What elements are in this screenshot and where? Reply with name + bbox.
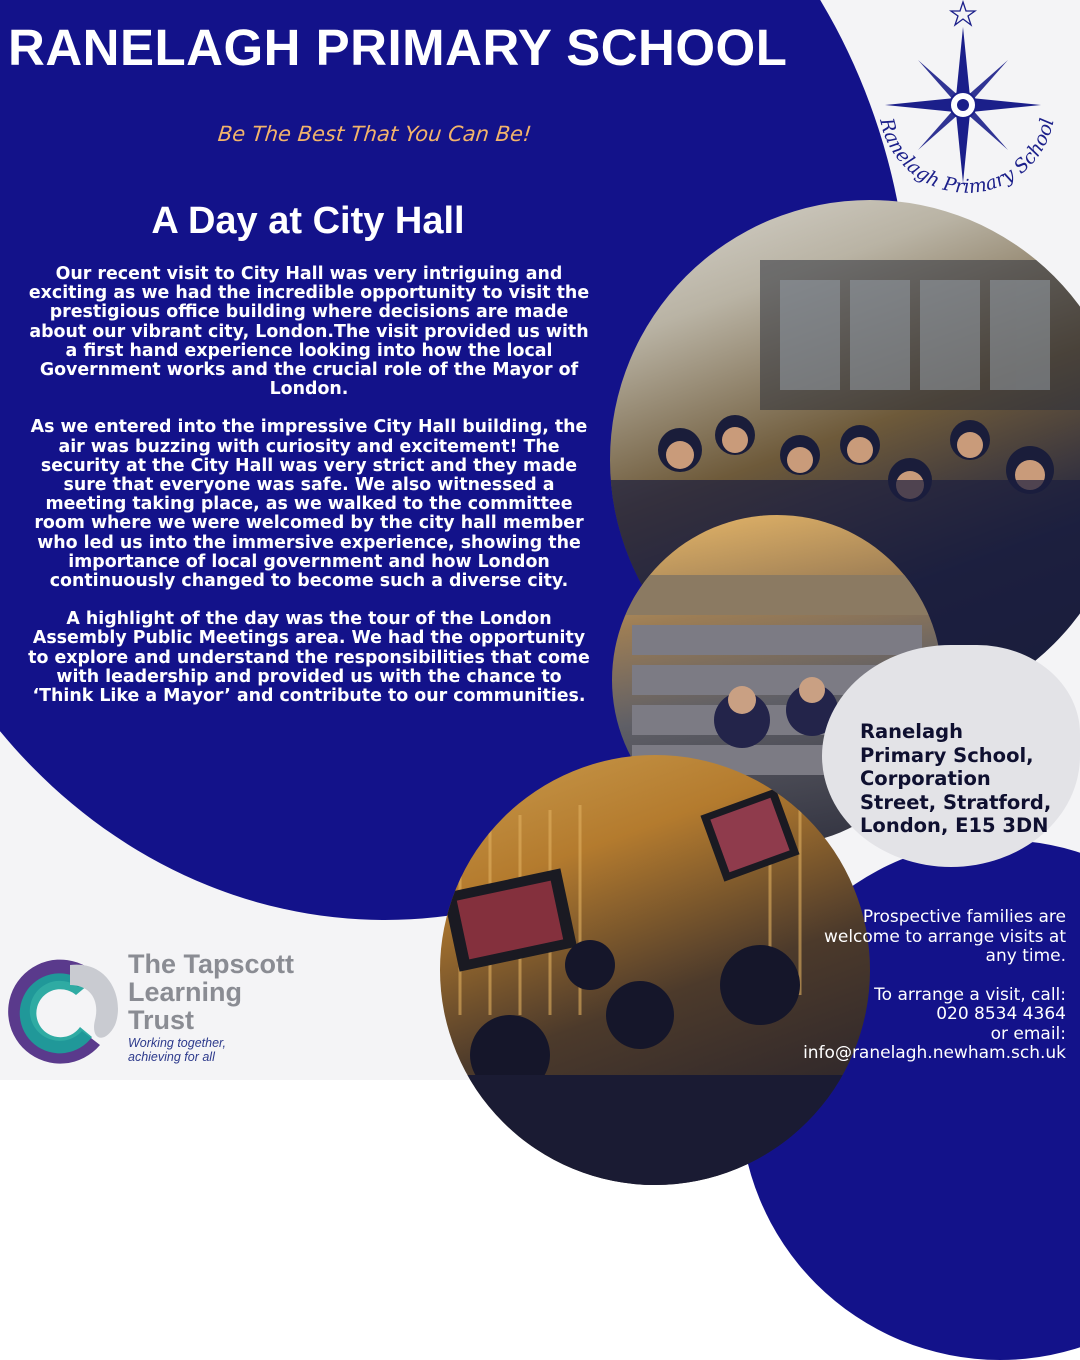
trust-name-line: Learning [128, 977, 243, 1007]
article-paragraph-1: Our recent visit to City Hall was very intriguing and exciting as we had the incredible opportunity to visit the prestigious office building where decisions are made about our vibrant city, London.The visit provided us with a first hand experience looking into how the local Government works and the crucial role of the Mayor of London. [28, 264, 590, 400]
address-line: Primary School, [860, 743, 1034, 767]
contact-line: or email: [990, 1023, 1066, 1044]
address-line: London, E15 3DN [860, 814, 1049, 837]
compass-star-icon [858, 0, 1080, 222]
school-motto: Be The Best That You Can Be! [216, 122, 533, 146]
school-title: RANELAGH PRIMARY SCHOOL [8, 19, 788, 76]
school-address [860, 720, 1060, 838]
contact-line: Prospective families are [862, 907, 1066, 927]
crest-text: Ranelagh Primary School [875, 115, 1059, 199]
contact-line: welcome to arrange visits at [823, 926, 1066, 947]
trust-name-line: The Tapscott [128, 949, 295, 979]
article-heading: A Day at City Hall [151, 200, 465, 242]
swirl-c-icon [0, 945, 130, 1075]
article-paragraph-2: As we entered into the impressive City Hall building, the air was buzzing with curiosity and excitement! The security at the City Hall was very strict and they made sure that everyone was safe. We also witnessed a meeting taking place, as we walked to the committee room where we were welcomed by the city hall member who led us into the immersive experience, showing the importance of local government and how London continuously changed to become such a diverse city. [30, 417, 588, 592]
article-paragraph-3: A highlight of the day was the tour of the London Assembly Public Meetings area. We had the opportunity to explore and understand the responsibilities that come with leadership and provided us with the chance to ‘Think Like a Mayor’ and contribute to our communities. [28, 609, 590, 707]
school-crest-logo [858, 0, 1080, 222]
address-line: Ranelagh [860, 720, 963, 743]
trust-name [128, 950, 294, 1034]
address-line: Corporation [860, 767, 991, 790]
contact-info [748, 908, 1066, 1064]
trust-tagline [128, 1036, 226, 1064]
trust-tagline-line: achieving for all [128, 1050, 215, 1064]
email-link[interactable]: info@ranelagh.newham.sch.uk [803, 1043, 1066, 1063]
phone-number[interactable]: 020 8534 4364 [936, 1004, 1066, 1024]
article-body [28, 265, 590, 725]
contact-line: any time. [985, 946, 1066, 966]
trust-tagline-line: Working together, [128, 1036, 226, 1050]
trust-name-line: Trust [128, 1005, 195, 1035]
address-line: Street, Stratford, [860, 790, 1052, 814]
contact-line: To arrange a visit, call: [874, 984, 1066, 1005]
